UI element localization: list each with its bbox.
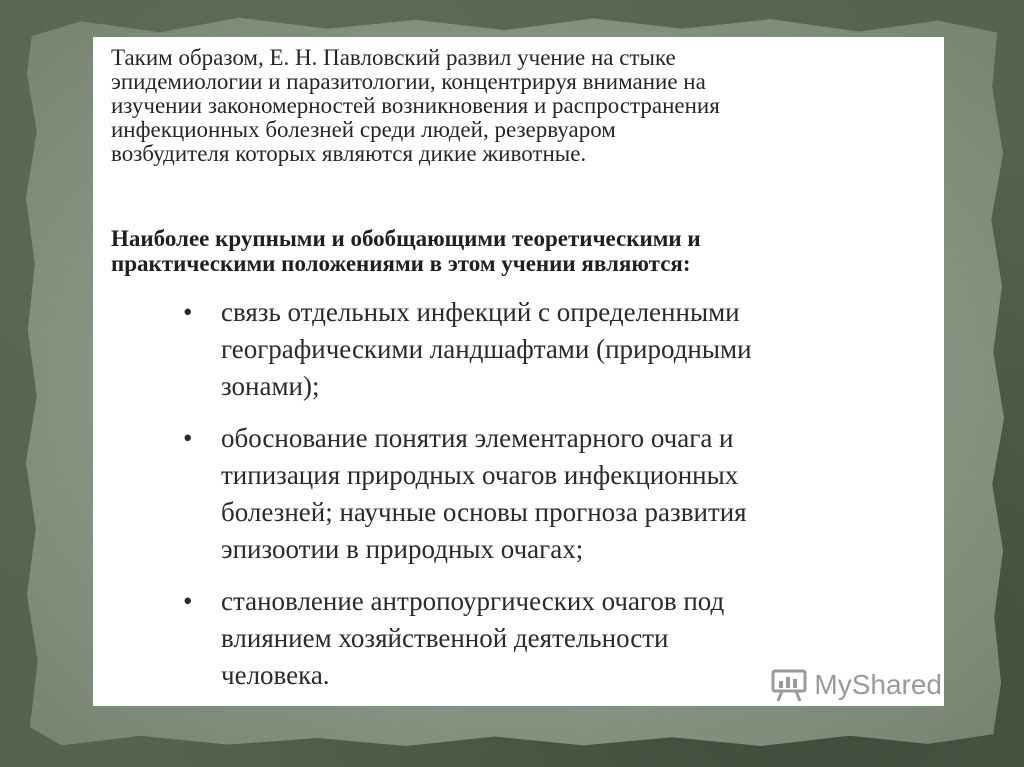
list-item-line: человека. xyxy=(221,660,330,690)
intro-line: Таким образом, Е. Н. Павловский развил учение на стыке xyxy=(111,45,676,70)
intro-line: инфекционных болезней среди людей, резервуаром xyxy=(111,117,616,142)
bullet-icon: • xyxy=(183,423,193,453)
intro-line: эпидемиологии и паразитологии, концентрируя внимание на xyxy=(111,69,706,94)
heading-line: практическими положениями в этом учении являются: xyxy=(111,251,691,276)
list-item-line: зонами); xyxy=(221,371,320,401)
list-item-line: влиянием хозяйственной деятельности xyxy=(221,623,669,653)
list-item-line: связь отдельных инфекций с определенными xyxy=(221,297,740,327)
watermark-text: MyShared xyxy=(814,669,942,700)
list-item-line: болезней; научные основы прогноза развития xyxy=(221,497,747,527)
list-item-line: типизация природных очагов инфекционных xyxy=(221,460,739,490)
intro-paragraph xyxy=(111,46,931,166)
list-item xyxy=(183,420,928,568)
list-item xyxy=(183,294,928,405)
list-item-line: эпизоотии в природных очагах; xyxy=(221,534,584,564)
slide-content xyxy=(93,37,944,706)
bullet-icon: • xyxy=(183,297,193,327)
list-item-line: обоснование понятия элементарного очага и xyxy=(221,423,734,453)
intro-line: изучении закономерностей возникновения и распространения xyxy=(111,93,720,118)
list-item-line: становление антропоургических очагов под xyxy=(221,586,725,616)
section-heading xyxy=(111,226,931,276)
heading-line: Наиболее крупными и обобщающими теоретическими и xyxy=(111,226,701,251)
intro-line: возбудителя которых являются дикие животные. xyxy=(111,141,587,166)
bullet-list xyxy=(183,294,928,709)
presentation-board-icon xyxy=(770,668,808,702)
list-item-line: географическими ландшафтами (природными xyxy=(221,334,752,364)
watermark-logo[interactable] xyxy=(770,668,942,702)
bullet-icon: • xyxy=(183,586,193,616)
